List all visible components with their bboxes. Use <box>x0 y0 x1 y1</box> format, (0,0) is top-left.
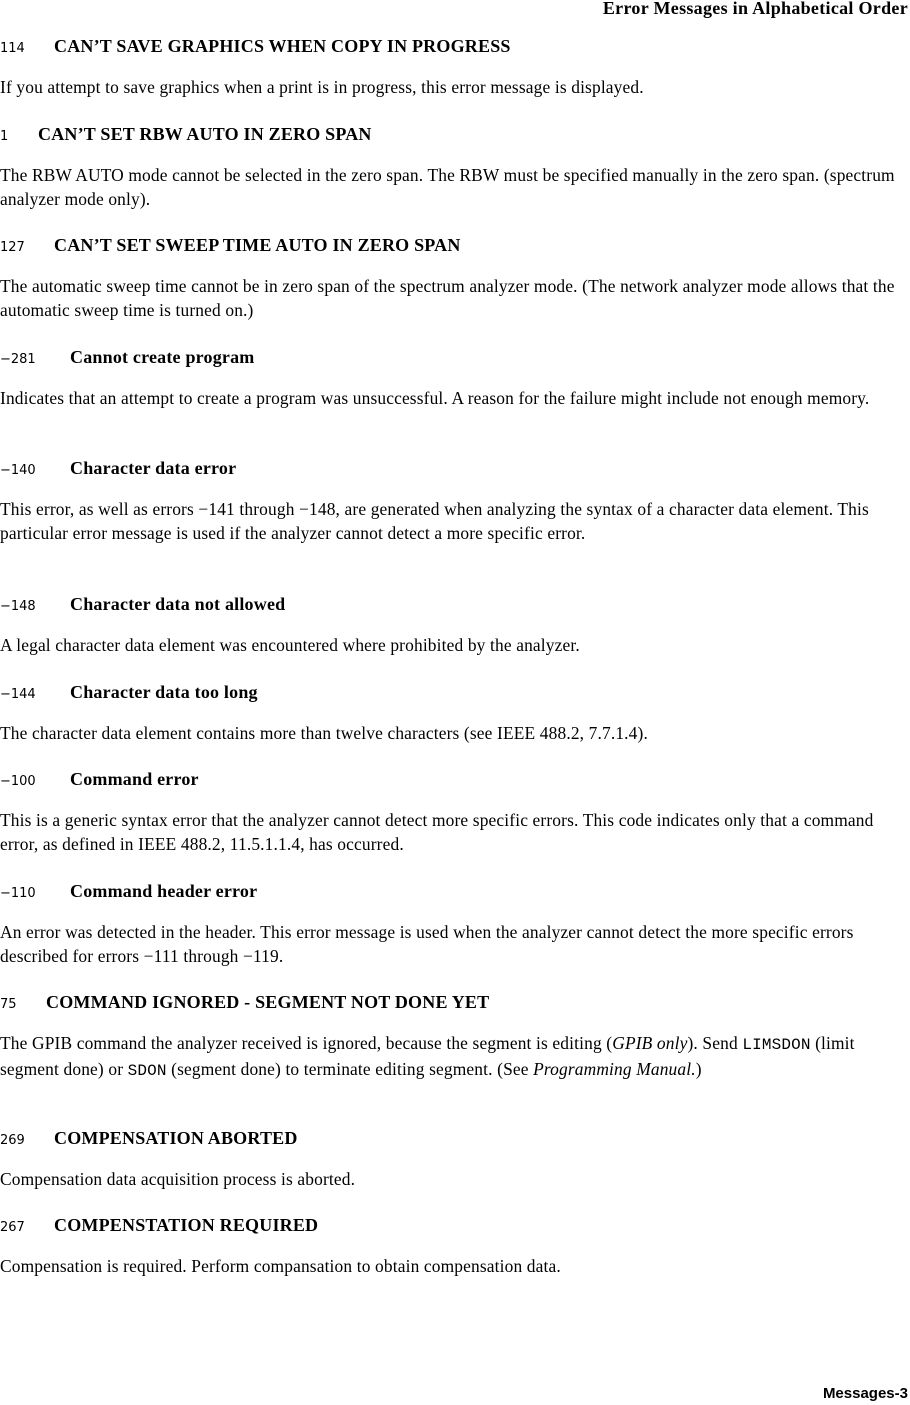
error-description: Compensation is required. Perform compansation to obtain compensation data. <box>0 1256 561 1276</box>
error-description: Indicates that an attempt to create a program was unsuccessful. A reason for the failure might include not enough memory. <box>0 388 870 408</box>
error-code: −281 <box>0 352 36 367</box>
entry-heading <box>0 594 900 620</box>
error-description: The RBW AUTO mode cannot be selected in the zero span. The RBW must be specified manually in the zero span. (spectrum analyzer mode only). <box>0 165 895 209</box>
error-code: −148 <box>0 599 36 614</box>
description-text: The GPIB command the analyzer received is ignored, because the segment is editing ( <box>0 1033 613 1053</box>
entry-heading <box>0 347 900 373</box>
error-code: −110 <box>0 886 36 901</box>
error-code: −100 <box>0 774 36 789</box>
error-code: 114 <box>0 41 25 56</box>
error-title: CAN’T SET RBW AUTO IN ZERO SPAN <box>38 124 372 144</box>
command-keyword: LIMSDON <box>742 1036 811 1054</box>
error-title: Command error <box>70 769 199 789</box>
entry-heading <box>0 1215 900 1241</box>
error-code: −140 <box>0 463 36 478</box>
error-title: CAN’T SAVE GRAPHICS WHEN COPY IN PROGRESS <box>54 36 511 56</box>
description-text: (segment done) to terminate editing segment. (See <box>166 1059 534 1079</box>
error-code: 267 <box>0 1220 25 1235</box>
description-text: ) <box>695 1059 702 1079</box>
entry-heading <box>0 458 900 484</box>
error-title: COMPENSTATION REQUIRED <box>54 1215 319 1235</box>
error-title: Cannot create program <box>70 347 255 367</box>
error-title: COMMAND IGNORED - SEGMENT NOT DONE YET <box>46 992 490 1012</box>
error-code: −144 <box>0 687 36 702</box>
entry-heading <box>0 881 900 907</box>
error-description <box>0 1031 900 1083</box>
description-text: (limit segment done) or <box>0 1033 855 1079</box>
error-description: Compensation data acquisition process is aborted. <box>0 1169 356 1189</box>
error-title: Command header error <box>70 881 258 901</box>
error-title: Character data too long <box>70 682 258 702</box>
manual-reference: Programming Manual. <box>533 1059 696 1079</box>
running-header: Error Messages in Alphabetical Order <box>602 0 908 18</box>
error-title: Character data error <box>70 458 237 478</box>
error-description: An error was detected in the header. This error message is used when the analyzer cannot detect the more specific errors described for errors −111 through −119. <box>0 922 854 966</box>
page-number: Messages-3 <box>822 1385 908 1402</box>
entry-heading <box>0 124 900 150</box>
entry-heading <box>0 36 900 62</box>
error-description: If you attempt to save graphics when a print is in progress, this error message is displayed. <box>0 77 644 97</box>
error-title: Character data not allowed <box>70 594 286 614</box>
error-description: The automatic sweep time cannot be in zero span of the spectrum analyzer mode. (The network analyzer mode allows that the automatic sweep time is turned on.) <box>0 276 895 320</box>
error-title: CAN’T SET SWEEP TIME AUTO IN ZERO SPAN <box>54 235 461 255</box>
error-code: 127 <box>0 240 25 255</box>
error-code: 269 <box>0 1133 25 1148</box>
description-text: ). Send <box>687 1033 743 1053</box>
error-description: The character data element contains more than twelve characters (see IEEE 488.2, 7.7.1.4). <box>0 723 648 743</box>
entry-heading <box>0 1128 900 1154</box>
command-keyword: SDON <box>127 1062 167 1080</box>
error-code: 1 <box>0 129 9 144</box>
error-title: COMPENSATION ABORTED <box>54 1128 298 1148</box>
error-code: 75 <box>0 997 17 1012</box>
error-description: A legal character data element was encountered where prohibited by the analyzer. <box>0 635 580 655</box>
entry-heading <box>0 769 900 795</box>
entry-heading <box>0 682 900 708</box>
error-description: This is a generic syntax error that the analyzer cannot detect more specific errors. This code indicates only that a command error, as defined in IEEE 488.2, 11.5.1.1.4, has occurred. <box>0 810 874 854</box>
error-description: This error, as well as errors −141 through −148, are generated when analyzing the syntax of a character data element. This particular error message is used if the analyzer cannot detect a more specific error. <box>0 499 869 543</box>
entry-heading <box>0 992 900 1018</box>
description-italic-text: GPIB only <box>612 1033 688 1053</box>
entry-heading <box>0 235 900 261</box>
